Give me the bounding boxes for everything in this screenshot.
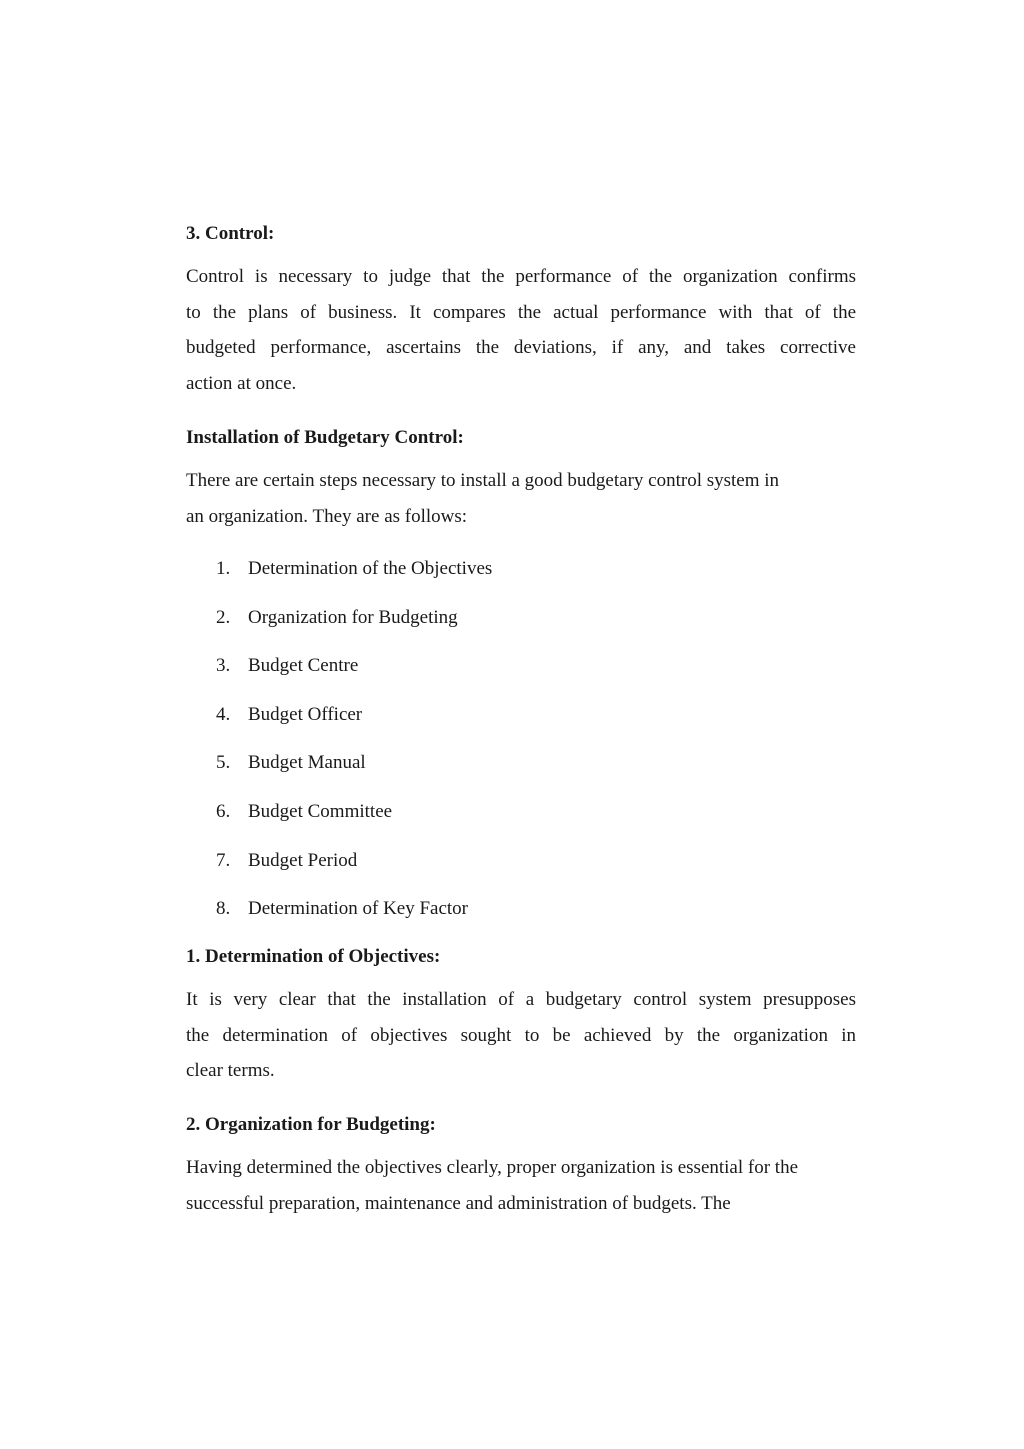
list-item-label: Budget Centre [248,655,359,677]
section-heading-objectives: 1. Determination of Objectives: [186,946,441,967]
paragraph-line: successful preparation, maintenance and administration of budgets. The [186,1192,731,1214]
paragraph-line: to the plans of business. It compares the actual performance with that of the [186,301,856,323]
paragraph-line: budgeted performance, ascertains the deviations, if any, and takes corrective [186,337,856,359]
paragraph-line: Having determined the objectives clearly, proper organization is essential for the [186,1157,799,1178]
paragraph-objectives [186,982,856,1089]
list-item-number: 6. [216,800,231,822]
list-item-number: 7. [216,849,231,871]
list-item-label: Determination of Key Factor [248,898,469,920]
paragraph-line: action at once. [186,373,297,395]
list-item-number: 8. [216,898,231,920]
list-item-label: Budget Committee [248,800,393,822]
list-item-number: 5. [216,752,231,774]
paragraph-organization [186,1150,856,1221]
list-item-label: Budget Manual [248,752,366,774]
section-heading-organization: 2. Organization for Budgeting: [186,1114,436,1135]
paragraph-line: clear terms. [186,1060,275,1082]
paragraph-line: It is very clear that the installation of a budgetary control system presupposes [186,989,856,1010]
list-item-number: 1. [216,558,231,579]
section-heading-installation: Installation of Budgetary Control: [186,427,464,448]
paragraph-line: Control is necessary to judge that the performance of the organization confirms [186,266,856,287]
list-item-label: Budget Officer [248,703,363,725]
list-item-number: 2. [216,606,231,628]
list-item-label: Determination of the Objectives [248,558,493,579]
list-item-number: 4. [216,703,231,725]
paragraph-line: the determination of objectives sought to be achieved by the organization in [186,1024,856,1046]
list-item-number: 3. [216,655,231,677]
paragraph-line: There are certain steps necessary to install a good budgetary control system in [186,470,780,491]
paragraph-line: an organization. They are as follows: [186,505,468,527]
list-item-label: Organization for Budgeting [248,606,458,628]
section-heading-control: 3. Control: [186,223,275,244]
paragraph-control [186,259,856,402]
list-item-label: Budget Period [248,849,358,871]
paragraph-installation [186,463,856,534]
